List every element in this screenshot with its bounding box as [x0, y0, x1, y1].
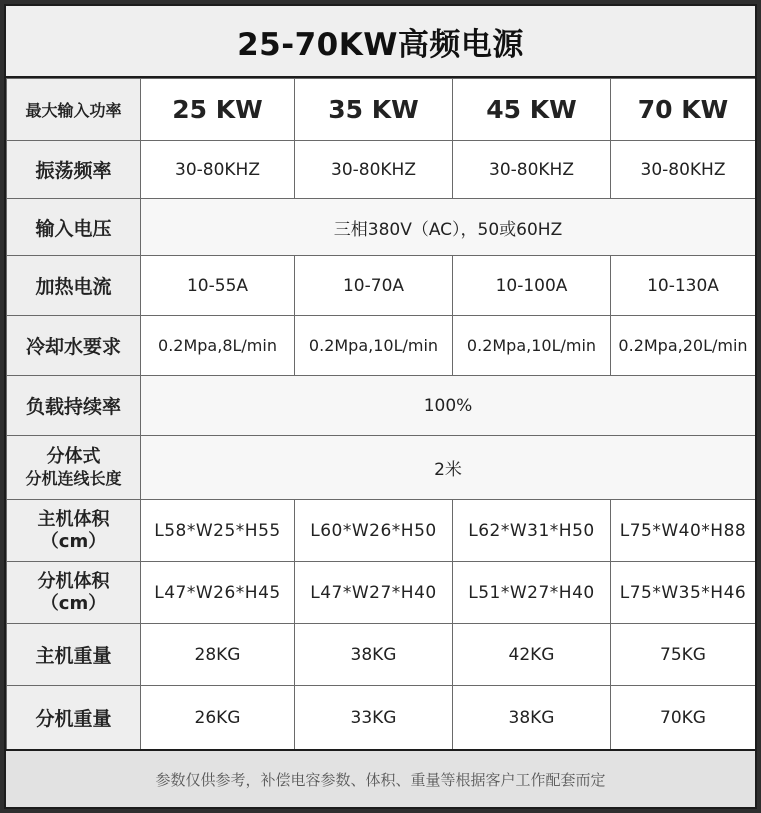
- main-weight-cell: 75KG: [611, 624, 756, 686]
- sub-size-label-line1: 分机体积: [37, 570, 110, 592]
- main-size-cell: L62*W31*H50: [453, 500, 611, 562]
- split-label-line2: 分机连线长度: [25, 468, 122, 488]
- current-cell: 10-55A: [141, 256, 295, 316]
- main-weight-cell: 28KG: [141, 624, 295, 686]
- sub-size-cell: L47*W26*H45: [141, 562, 295, 624]
- title-bar: [6, 6, 755, 78]
- table-row-sub-size: [7, 562, 756, 624]
- row-label-main-weight: 主机重量: [7, 624, 141, 686]
- power-cell: 45 KW: [453, 79, 611, 141]
- row-label-oscillation: 振荡频率: [7, 141, 141, 199]
- row-label-cooling: 冷却水要求: [7, 316, 141, 376]
- oscillation-cell: 30-80KHZ: [141, 141, 295, 199]
- main-size-label-line1: 主机体积: [37, 508, 110, 530]
- current-cell: 10-70A: [295, 256, 453, 316]
- power-cell: 25 KW: [141, 79, 295, 141]
- sub-size-cell: L51*W27*H40: [453, 562, 611, 624]
- cooling-cell: 0.2Mpa,8L/min: [141, 316, 295, 376]
- spec-table: [6, 78, 756, 750]
- row-label-sub-weight: 分机重量: [7, 686, 141, 750]
- power-cell: 35 KW: [295, 79, 453, 141]
- page-title: 25-70KW高频电源: [237, 26, 524, 63]
- sub-weight-cell: 38KG: [453, 686, 611, 750]
- row-label-duty: 负载持续率: [7, 376, 141, 436]
- power-cell: 70 KW: [611, 79, 756, 141]
- main-size-label-line2: （cm）: [40, 530, 107, 552]
- main-weight-cell: 42KG: [453, 624, 611, 686]
- oscillation-cell: 30-80KHZ: [295, 141, 453, 199]
- main-size-cell: L60*W26*H50: [295, 500, 453, 562]
- cooling-cell: 0.2Mpa,10L/min: [295, 316, 453, 376]
- row-label-sub-size: [7, 562, 141, 624]
- row-label-split: [7, 436, 141, 500]
- current-cell: 10-130A: [611, 256, 756, 316]
- sub-weight-cell: 26KG: [141, 686, 295, 750]
- cooling-cell: 0.2Mpa,20L/min: [611, 316, 756, 376]
- sub-weight-cell: 33KG: [295, 686, 453, 750]
- table-row-oscillation: [7, 141, 756, 199]
- table-row-main-size: [7, 500, 756, 562]
- table-row-split: [7, 436, 756, 500]
- spec-sheet: [4, 4, 757, 809]
- oscillation-cell: 30-80KHZ: [611, 141, 756, 199]
- split-label-line1: 分体式: [46, 445, 101, 467]
- table-row-duty: [7, 376, 756, 436]
- footer-note: [6, 749, 755, 807]
- table-row-main-weight: [7, 624, 756, 686]
- footer-text: 参数仅供参考，补偿电容参数、体积、重量等根据客户工作配套而定: [155, 770, 606, 789]
- main-size-cell: L58*W25*H55: [141, 500, 295, 562]
- row-label-voltage: 输入电压: [7, 199, 141, 256]
- split-cell: 2米: [141, 436, 756, 500]
- cooling-cell: 0.2Mpa,10L/min: [453, 316, 611, 376]
- current-cell: 10-100A: [453, 256, 611, 316]
- table-row-power: [7, 79, 756, 141]
- row-label-current: 加热电流: [7, 256, 141, 316]
- sub-size-label-line2: （cm）: [40, 592, 107, 614]
- main-weight-cell: 38KG: [295, 624, 453, 686]
- oscillation-cell: 30-80KHZ: [453, 141, 611, 199]
- table-row-current: [7, 256, 756, 316]
- main-size-cell: L75*W40*H88: [611, 500, 756, 562]
- table-row-cooling: [7, 316, 756, 376]
- duty-cell: 100%: [141, 376, 756, 436]
- row-label-main-size: [7, 500, 141, 562]
- sub-size-cell: L47*W27*H40: [295, 562, 453, 624]
- table-row-sub-weight: [7, 686, 756, 750]
- sub-weight-cell: 70KG: [611, 686, 756, 750]
- row-label-power: 最大输入功率: [7, 79, 141, 141]
- voltage-cell: 三相380V（AC），50或60HZ: [141, 199, 756, 256]
- sub-size-cell: L75*W35*H46: [611, 562, 756, 624]
- table-row-voltage: [7, 199, 756, 256]
